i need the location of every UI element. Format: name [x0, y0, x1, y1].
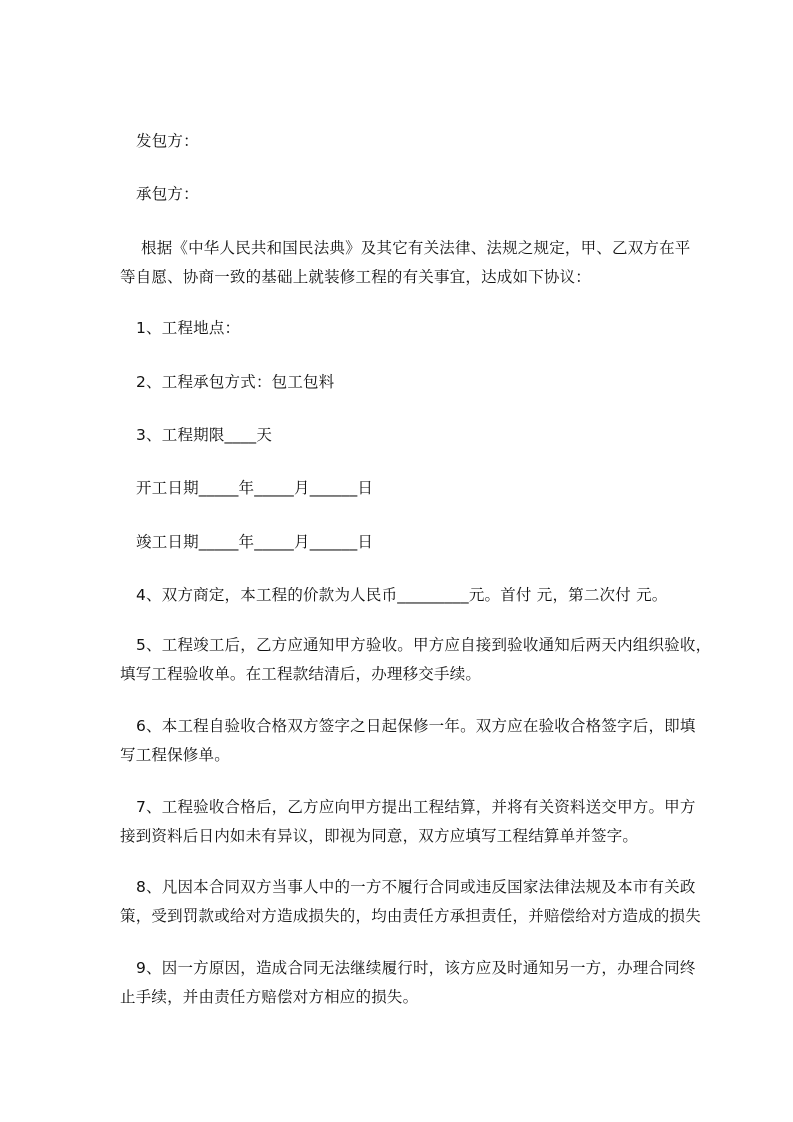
party-b-label: 承包方： [136, 185, 199, 203]
clause-3: 3、工程期限____天 [136, 426, 273, 444]
clause-7-line-1: 7、工程验收合格后，乙方应向甲方提出工程结算，并将有关资料送交甲方。甲方 [136, 798, 696, 816]
clause-5-line-2: 填写工程验收单。在工程款结清后，办理移交手续。 [120, 665, 482, 683]
clause-9-line-2: 止手续，并由责任方赔偿对方相应的损失。 [120, 988, 419, 1006]
clause-1: 1、工程地点： [136, 319, 241, 337]
clause-6-line-1: 6、本工程自验收合格双方签字之日起保修一年。双方应在验收合格签字后，即填 [136, 717, 696, 735]
clause-4: 4、双方商定，本工程的价款为人民币_________元。首付 元，第二次付 元。 [136, 586, 668, 604]
start-date: 开工日期_____年_____月______日 [136, 479, 374, 497]
preamble-line-2: 等自愿、协商一致的基础上就装修工程的有关事宜，达成如下协议： [120, 268, 592, 286]
clause-6-line-2: 写工程保修单。 [120, 746, 230, 764]
clause-2: 2、工程承包方式：包工包料 [136, 373, 335, 391]
preamble-line-1: 根据《中华人民共和国民法典》及其它有关法律、法规之规定，甲、乙双方在平 [141, 239, 691, 257]
clause-9-line-1: 9、因一方原因，造成合同无法继续履行时，该方应及时通知另一方，办理合同终 [136, 959, 696, 977]
clause-5-line-1: 5、工程竣工后，乙方应通知甲方验收。甲方应自接到验收通知后两天内组织验收， [136, 636, 712, 654]
clause-7-line-2: 接到资料后日内如未有异议，即视为同意，双方应填写工程结算单并签字。 [120, 827, 639, 845]
end-date: 竣工日期_____年_____月______日 [136, 533, 374, 551]
party-a-label: 发包方： [136, 132, 199, 150]
clause-8-line-1: 8、凡因本合同双方当事人中的一方不履行合同或违反国家法律法规及本市有关政 [136, 878, 696, 896]
clause-8-line-2: 策，受到罚款或给对方造成损失的，均由责任方承担责任，并赔偿给对方造成的损失 [120, 907, 701, 925]
